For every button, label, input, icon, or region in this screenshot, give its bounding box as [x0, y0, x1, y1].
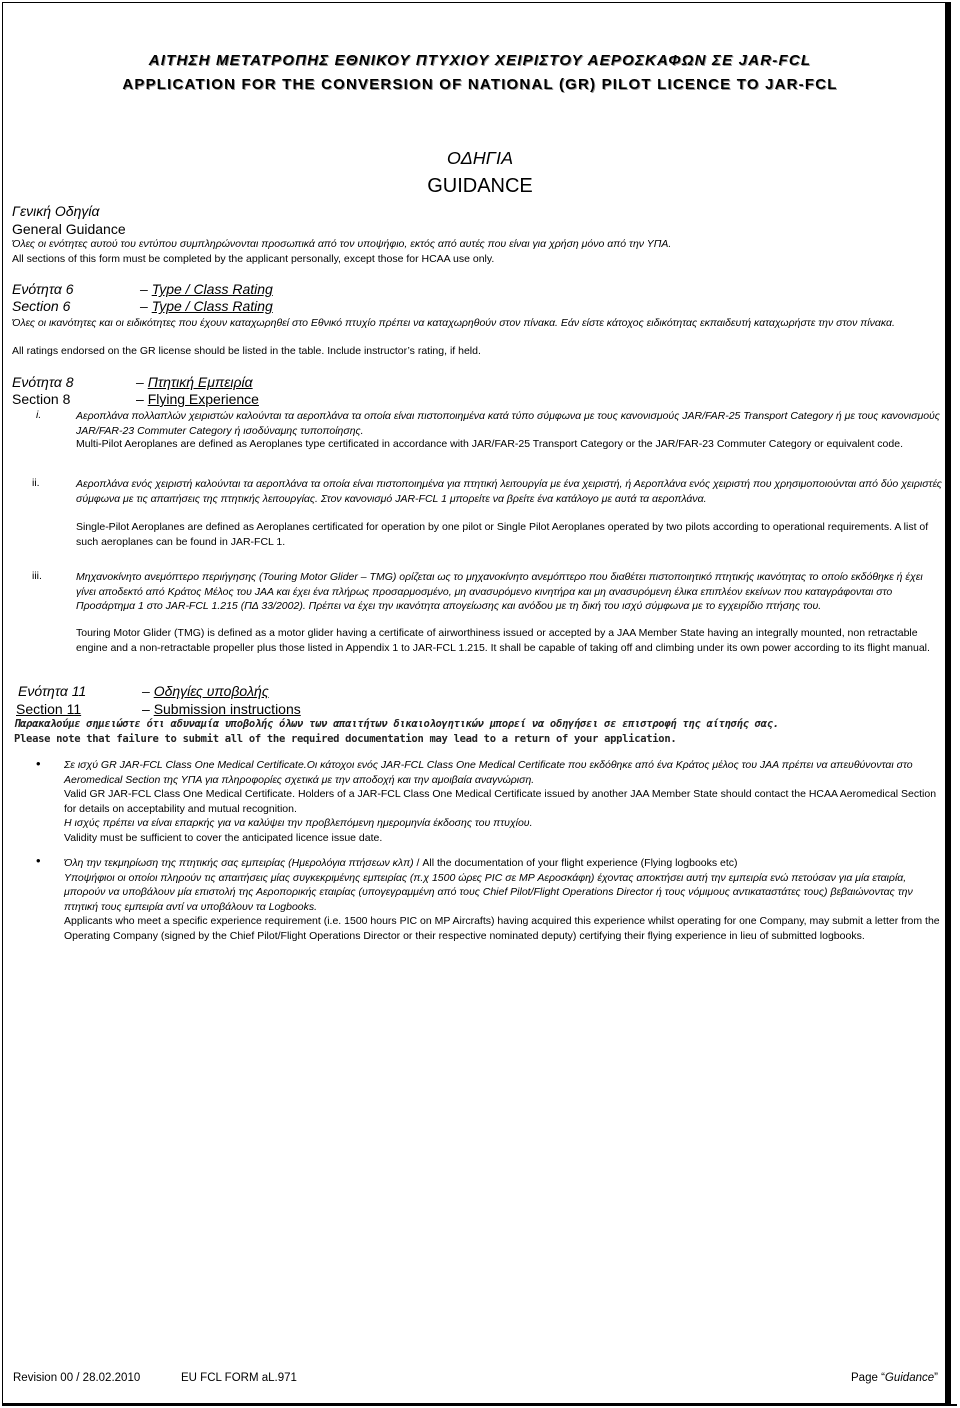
- bullet-1-english: Valid GR JAR-FCL Class One Medical Certificate. Holders of a JAR-FCL Class One Medical Certificate issued by another JAA Member State should contact the HCAA Aeromedical Section for details on acceptability and mutual recognition.: [64, 788, 937, 815]
- section6-label-english: Section 6: [12, 298, 71, 314]
- section8-title-english: – Flying Experience: [136, 391, 259, 407]
- page-border-bottom: [2, 1404, 957, 1406]
- section11-title-english: – Submission instructions: [142, 701, 301, 717]
- section6-text-greek: Όλες οι ικανότητες και οι ειδικότητες που έχουν καταχωρηθεί στο Εθνικό πτυχίο πρέπει να καταχωρηθούν στον πίνακα. Εάν είστε κάτοχος ειδικότητας εκπαιδευτή καταχωρήστε την στον πίνακα.: [12, 317, 895, 329]
- bullet-2-greek: Υποψήφιοι οι οποίοι πληρούν τις απαιτήσεις μίας συγκεκριμένης εμπειρίας (π.χ 1500 ώρες PIC σε MP Αεροσκάφη) έχοντας αποκτήσει αυτή την εμπειρία ενώ πετούσαν για μία εταιρία, μπορούν να υποβάλουν μία επιστολή της Αεροπορικής εταιρίας (υπογεγραμμένη από τους Chief Pilot/Flight Operations Director ή τους νόμιμους αντικαταστάτες τους) βεβαιώνοντας την πτητική τους εμπειρία αντί να υποβάλουν τα Logbooks.: [64, 871, 913, 913]
- section8-item1-greek: Αεροπλάνα πολλαπλών χειριστών καλούνται τα αεροπλάνα τα οποία είναι πιστοποιημένα κατά τύπο σύμφωνα με τους κανονισμούς JAR/FAR-25 Transport Category ή με τους κανονισμούς JAR/FAR-23 Commuter Category ή ισοδύναμης τυποποίησης.: [76, 410, 940, 437]
- bullet-2-lead: Όλη την τεκμηρίωση της πτητικής σας εμπειρίας (Ημερολόγια πτήσεων κλπ) / All the documentation of your flight experience (Flying logbooks etc): [64, 857, 738, 869]
- section8-item3-number: iii.: [32, 570, 42, 582]
- general-text-greek: Όλες οι ενότητες αυτού του εντύπου συμπληρώνονται προσωπικά από τον υποψήφιο, εκτός από αυτές που είναι για χρήση μόνο από την ΥΠΑ.: [12, 238, 672, 250]
- general-text-english: All sections of this form must be completed by the applicant personally, except those for HCAA use only.: [12, 253, 495, 265]
- footer-page: Page “Guidance”: [851, 1372, 938, 1384]
- section6-title-english: – Type / Class Rating: [140, 298, 273, 314]
- bullet-1-marker: •: [36, 756, 41, 771]
- general-title-english: General Guidance: [12, 221, 126, 237]
- footer-form-number: EU FCL FORM aL.971: [181, 1372, 297, 1384]
- title-english: APPLICATION FOR THE CONVERSION OF NATIONAL (GR) PILOT LICENCE TO JAR-FCL: [122, 76, 838, 93]
- bullet-1-text: [64, 758, 944, 845]
- section8-item2-number: ii.: [32, 477, 40, 489]
- section8-item2-english: Single-Pilot Aeroplanes are defined as Aeroplanes certificated for operation by one pilot or Single Pilot Aeroplanes operated by two pilots according to operational requirements. A list of such aeroplanes can be found in JAR-FCL 1.: [76, 521, 929, 548]
- section8-item1-number: i.: [36, 409, 42, 421]
- section8-title-greek: – Πτητική Εμπειρία: [136, 374, 253, 390]
- bullet-1-english-validity: Validity must be sufficient to cover the anticipated licence issue date.: [64, 831, 383, 844]
- section6-text-english: All ratings endorsed on the GR license should be listed in the table. Include instructor’s rating, if held.: [12, 345, 481, 357]
- bullet-2-text: [64, 856, 944, 943]
- section8-item1-english: Multi-Pilot Aeroplanes are defined as Aeroplanes type certificated in accordance with JAR/FAR-25 Transport Category or the JAR/FAR-23 Commuter Category or equivalent code.: [76, 438, 903, 450]
- section6-title-greek: – Type / Class Rating: [140, 281, 273, 297]
- section11-label-greek: Ενότητα 11: [18, 683, 87, 699]
- bullet-2-marker: •: [36, 853, 41, 868]
- section6-label-greek: Ενότητα 6: [12, 281, 74, 297]
- section8-label-english: Section 8: [12, 391, 71, 407]
- section8-item3-greek: Μηχανοκίνητο ανεμόπτερο περιήγησης (Touring Motor Glider – TMG) ορίζεται ως το μηχανοκίνητο ανεμόπτερο που διαθέτει πιστοποιητικό πτητικής ικανότητας το οποίο εκδόθηκε ή έχει γίνει αποδεκτό από Κράτος Μέλος του JAA και έχει ένα πλήρως προσαρμοσμένο, μη ανασυρόμενο κινητήρα και μη ανασυρόμενη έλικα επιπλέον εκείνων που καταγράφονται στο Προσάρτημα 1 στο JAR-FCL 1.215 (ΠΔ 33/2002). Πρέπει να έχει την ικανότητα απογείωσης και ανόδου με τη δική του ισχύ σύμφωνα με το εγχειρίδιο πτήσης του.: [76, 571, 923, 612]
- section11-notice-greek: Παρακαλούμε σημειώστε ότι αδυναμία υποβολής όλων των απαιτήτων δικαιολογητικών μπορεί να οδηγήσει σε επιστροφή της αίτησής σας.: [14, 718, 779, 730]
- section8-item2-greek: Αεροπλάνα ενός χειριστή καλούνται τα αεροπλάνα τα οποία είναι πιστοποιημένα για πτητική λειτουργία με ένα χειριστή, ή Αεροπλάνα ενός χειριστή που χρησιμοποιούνται από δύο χειριστές σύμφωνα με τις απαιτήσεις της πτητικής λειτουργίας. Στον κανονισμό JAR-FCL 1 μπορείτε να βρείτε ένα κατάλογο με αυτά τα αεροπλάνα.: [76, 478, 942, 505]
- section11-notice-english: Please note that failure to submit all of the required documentation may lead to a return of your application.: [14, 733, 677, 745]
- section8-label-greek: Ενότητα 8: [12, 374, 74, 390]
- heading-english: GUIDANCE: [427, 175, 533, 197]
- footer-revision: Revision 00 / 28.02.2010: [13, 1372, 141, 1384]
- bullet-1-greek-validity: Η ισχύς πρέπει να είναι επαρκής για να καλύψει την προβλεπόμενη ημερομηνία έκδοσης του πτυχίου.: [64, 817, 533, 829]
- section11-title-greek: – Οδηγίες υποβολής: [142, 683, 269, 699]
- bullet-2-english: Applicants who meet a specific experience requirement (i.e. 1500 hours PIC on MP Aircrafts) having acquired this experience whilst operating for one Company, may submit a letter from the Operating Company (signed by the Chief Pilot/Flight Operations Director or their respective nominated deputy) certifying their flying experience in lieu of submitted logbooks.: [64, 915, 940, 942]
- heading-greek: ΟΔΗΓΙΑ: [446, 148, 514, 168]
- bullet-1-greek-lead: Σε ισχύ GR JAR-FCL Class One Medical Certificate.Οι κάτοχοι ενός JAR-FCL Class One Medical Certificate που εκδόθηκε από ένα Κράτος μέλος του JAA πρέπει να απευθύνονται στο Aeromedical Section της ΥΠΑ για πληροφορίες σχετικά με την αποδοχή και την αμοιβαία αναγνώριση.: [64, 759, 913, 786]
- section11-label-english: Section 11: [16, 701, 82, 717]
- general-title-greek: Γενική Οδηγία: [12, 203, 100, 219]
- section8-item3-english: Touring Motor Glider (TMG) is defined as a motor glider having a certificate of airworthiness issued or accepted by a JAA Member State having an integrally mounted, non retractable engine and a non-retractable propeller plus those listed in Appendix 1 to JAR-FCL 1.215. It shall be capable of taking off and climbing under its own power according to its flight manual.: [76, 627, 930, 654]
- title-greek: ΑΙΤΗΣΗ ΜΕΤΑΤΡΟΠΗΣ ΕΘΝΙΚΟΥ ΠΤΥΧΙΟΥ ΧΕΙΡΙΣΤΟΥ ΑΕΡΟΣΚΑΦΩΝ ΣΕ JAR-FCL: [148, 52, 812, 69]
